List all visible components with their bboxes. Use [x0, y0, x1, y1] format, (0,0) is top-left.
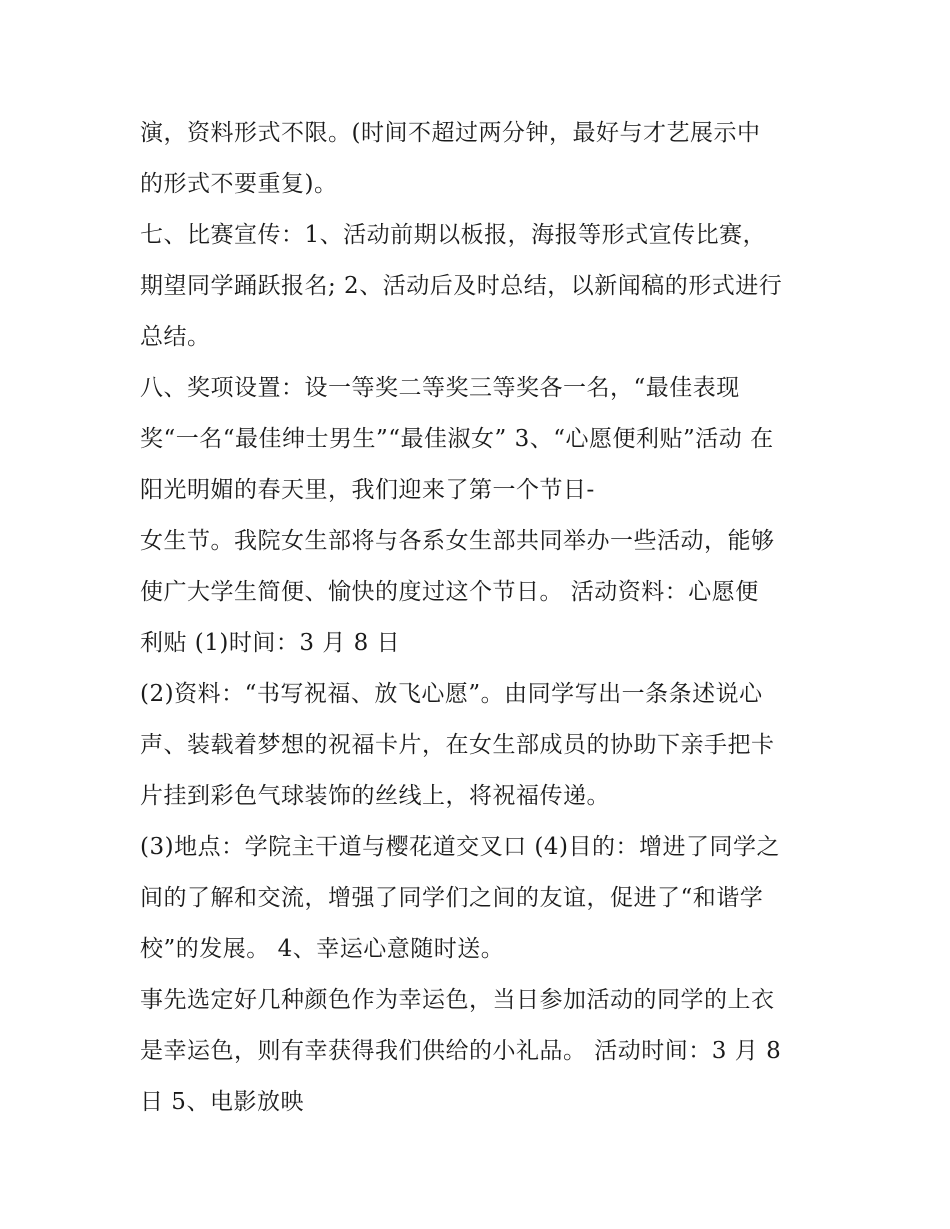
text-line: 演，资料形式不限。(时间不超过两分钟，最好与才艺展示中 [140, 120, 761, 146]
text-line: 是幸运色，则有幸获得我们供给的小礼品。 活动时间：3 月 8 [140, 1038, 782, 1064]
text-line: 八、奖项设置：设一等奖二等奖三等奖各一名，“最佳表现 [140, 375, 740, 401]
text-line: 使广大学生简便、愉快的度过这个节日。 活动资料：心愿便 [140, 579, 759, 605]
text-line: 七、比赛宣传：1、活动前期以板报，海报等形式宣传比赛， [140, 222, 767, 248]
text-line: 总结。 [140, 324, 211, 350]
text-line: 利贴 (1)时间：3 月 8 日 [140, 630, 401, 656]
text-line: (3)地点：学院主干道与樱花道交叉口 (4)目的：增进了同学之 [140, 834, 780, 860]
text-line: 间的了解和交流，增强了同学们之间的友谊，促进了“和谐学 [140, 885, 764, 911]
text-line: 校”的发展。 4、幸运心意随时送。 [140, 936, 505, 962]
text-line: 奖“一名“最佳绅士男生”“最佳淑女” 3、“心愿便利贴”活动 在 [140, 426, 774, 452]
text-line: 期望同学踊跃报名; 2、活动后及时总结，以新闻稿的形式进行 [140, 273, 783, 299]
text-line: 片挂到彩色气球装饰的丝线上，将祝福传递。 [140, 783, 610, 809]
text-line: 的形式不要重复)。 [140, 171, 338, 197]
text-line: 女生节。我院女生部将与各系女生部共同举办一些活动，能够 [140, 528, 775, 554]
text-line: 阳光明媚的春天里，我们迎来了第一个节日- [140, 477, 595, 503]
text-line: 事先选定好几种颜色作为幸运色，当日参加活动的同学的上衣 [140, 987, 775, 1013]
text-line: 日 5、电影放映 [140, 1089, 304, 1115]
text-line: (2)资料：“书写祝福、放飞心愿”。由同学写出一条条述说心 [140, 681, 763, 707]
text-line: 声、装载着梦想的祝福卡片，在女生部成员的协助下亲手把卡 [140, 732, 775, 758]
document-body [140, 108, 820, 1128]
